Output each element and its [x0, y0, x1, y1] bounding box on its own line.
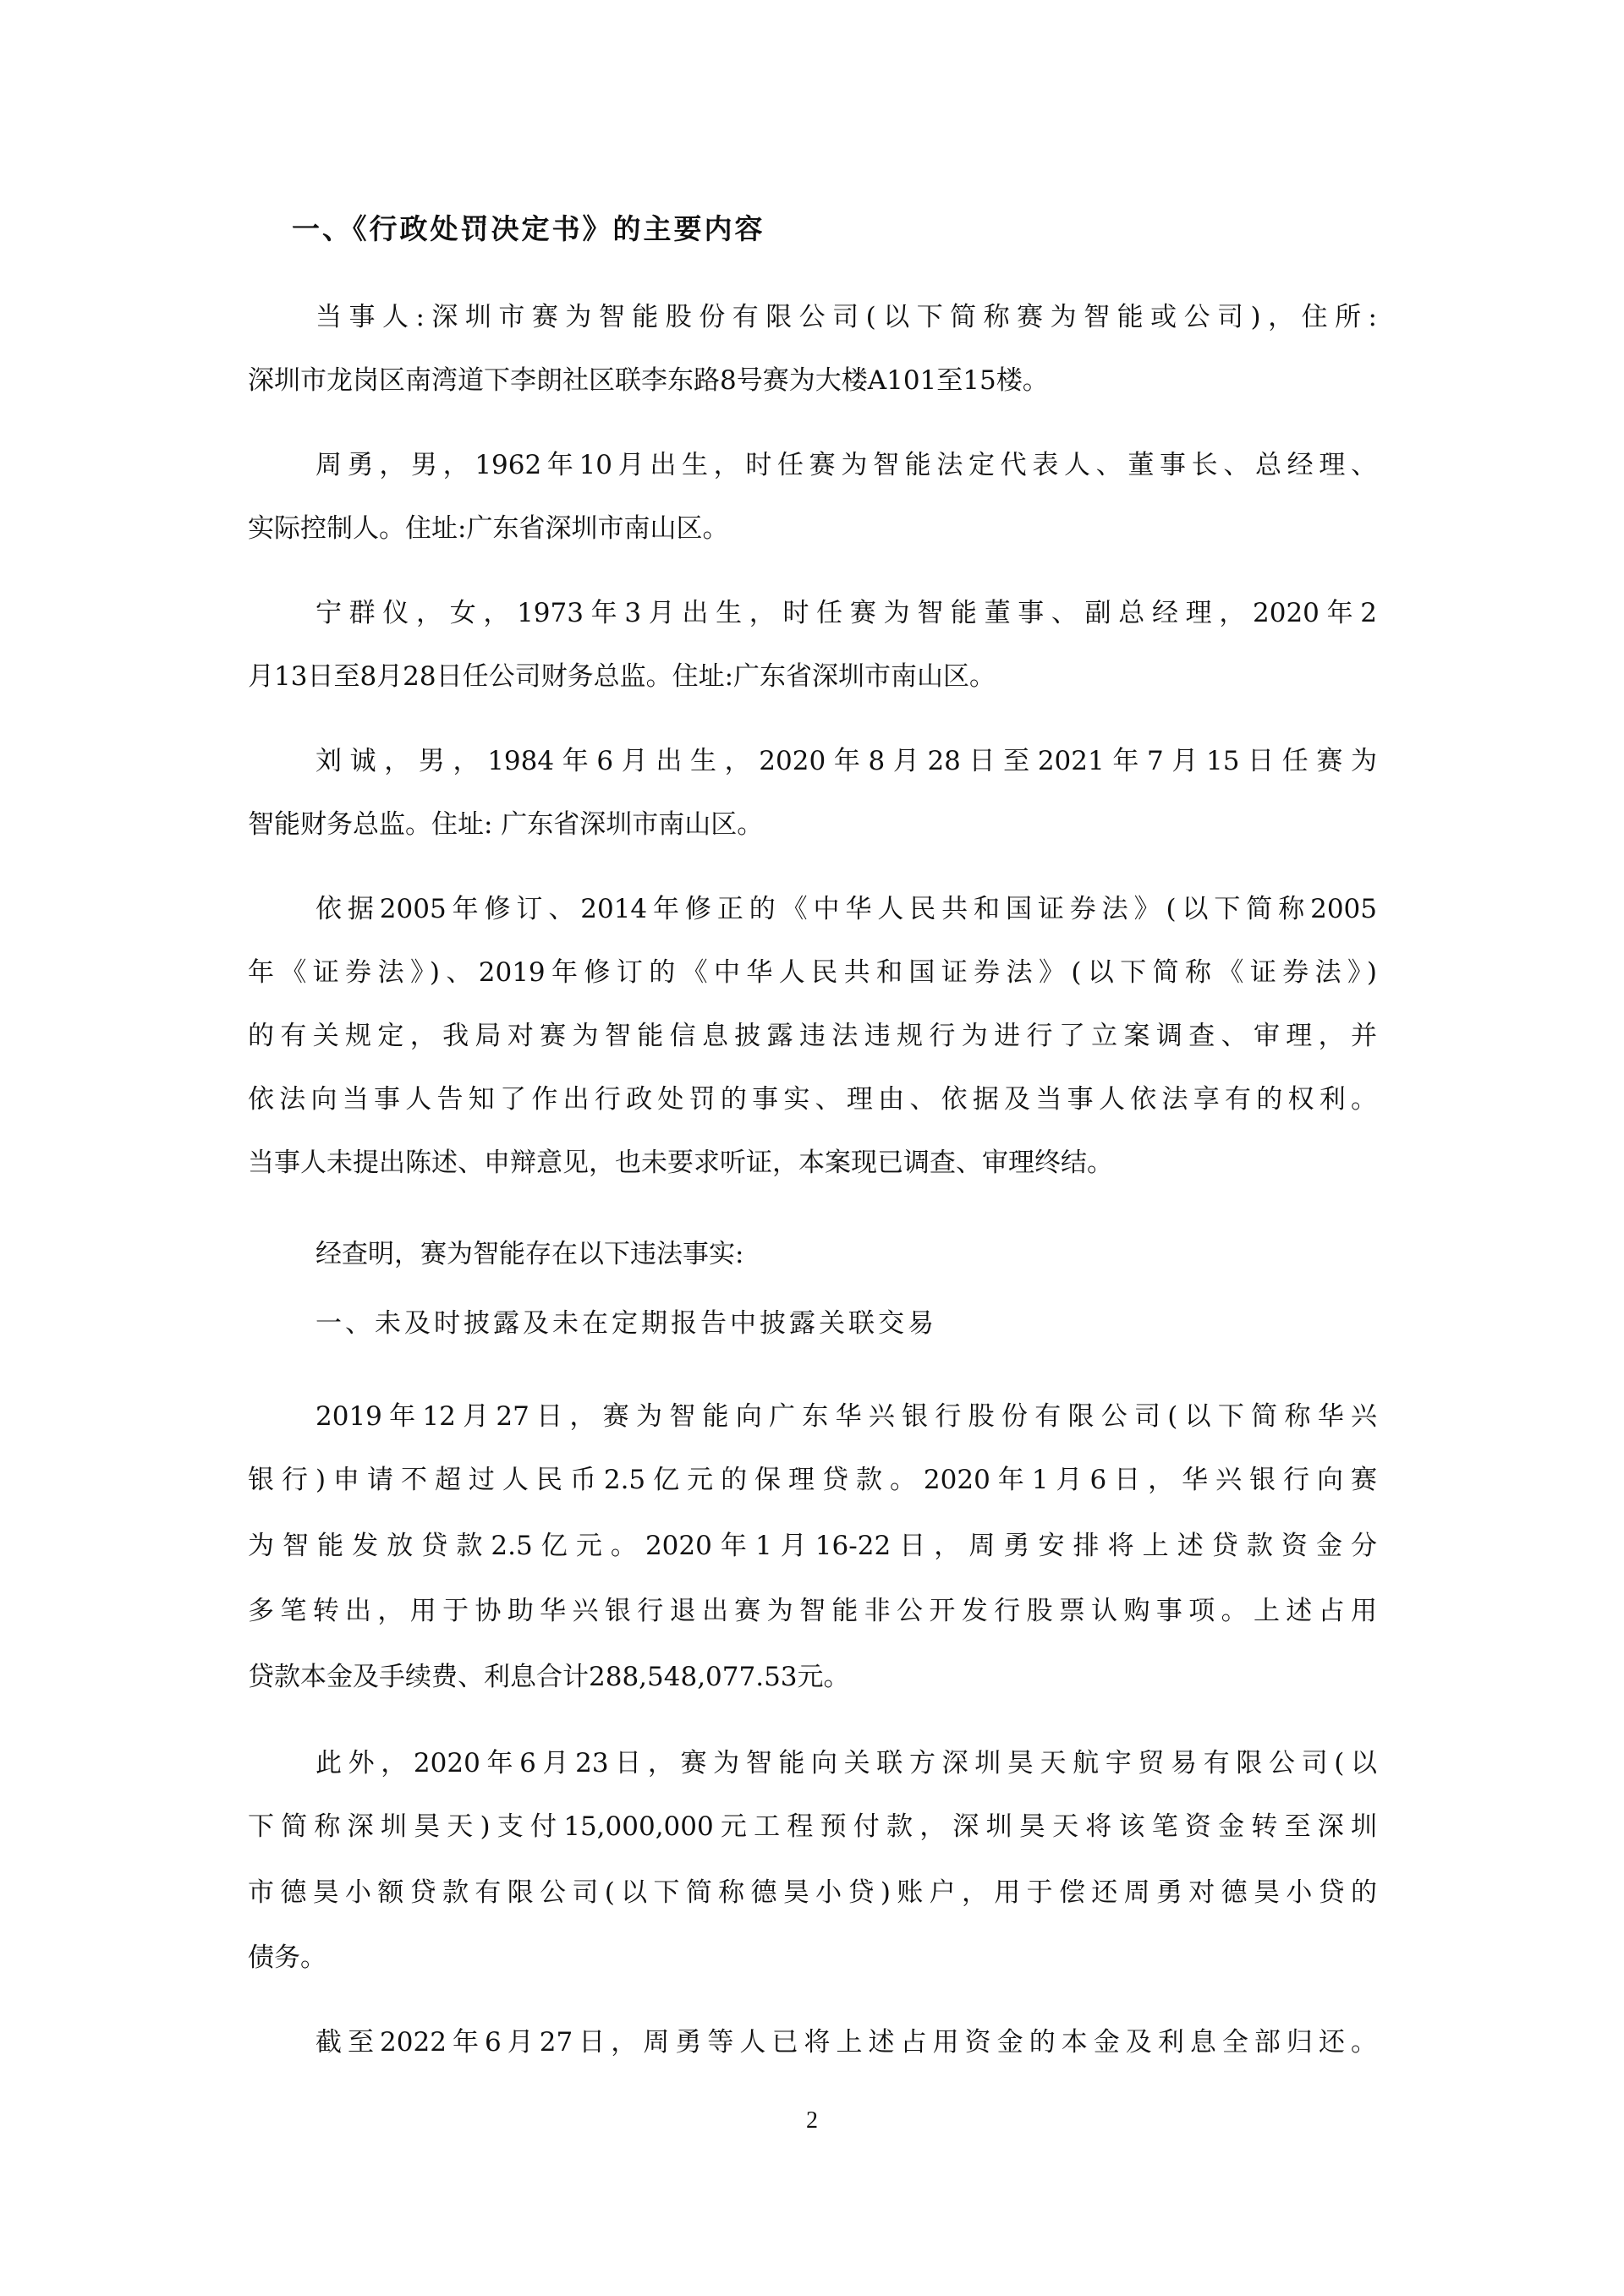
- paragraph-huaxing-loan-line-3: 为智能发放贷款2.5亿元。2020年1月16-22日，周勇安排将上述贷款资金分: [248, 1531, 1377, 1561]
- paragraph-huaxing-loan-line-2: 银行)申请不超过人民币2.5亿元的保理贷款。2020年1月6日，华兴银行向赛: [248, 1465, 1377, 1495]
- paragraph-legal-basis-line-5: 当事人未提出陈述、申辩意见，也未要求听证，本案现已调查、审理终结。: [248, 1148, 1113, 1178]
- paragraph-huaxing-loan-line-4: 多笔转出，用于协助华兴银行退出赛为智能非公开发行股票认购事项。上述占用: [248, 1596, 1377, 1626]
- paragraph-party-company-line-2: 深圳市龙岗区南湾道下李朗社区联李东路8号赛为大楼A101至15楼。: [248, 365, 1049, 396]
- paragraph-party-ning-qunyi-line-2: 月13日至8月28日任公司财务总监。住址:广东省深圳市南山区。: [248, 661, 996, 692]
- paragraph-findings-intro: 经查明，赛为智能存在以下违法事实:: [315, 1239, 744, 1269]
- paragraph-party-liu-cheng-line-2: 智能财务总监。住址: 广东省深圳市南山区。: [248, 809, 764, 840]
- paragraph-legal-basis-line-1: 依据2005年修订、2014年修正的《中华人民共和国证券法》(以下简称2005: [315, 894, 1377, 924]
- page-number: 2: [806, 2107, 818, 2134]
- paragraph-party-company-line-1: 当事人:深圳市赛为智能股份有限公司(以下简称赛为智能或公司)，住所:: [315, 302, 1377, 332]
- paragraph-haotian-payment-line-4: 债务。: [248, 1943, 326, 1973]
- paragraph-legal-basis-line-3: 的有关规定，我局对赛为智能信息披露违法违规行为进行了立案调查、审理，并: [248, 1021, 1377, 1051]
- section-heading: 一、《行政处罚决定书》的主要内容: [292, 212, 765, 245]
- paragraph-legal-basis-line-4: 依法向当事人告知了作出行政处罚的事实、理由、依据及当事人依法享有的权利。: [248, 1084, 1377, 1115]
- paragraph-huaxing-loan-line-1: 2019年12月27日，赛为智能向广东华兴银行股份有限公司(以下简称华兴: [315, 1401, 1377, 1432]
- paragraph-haotian-payment-line-3: 市德昊小额贷款有限公司(以下简称德昊小贷)账户，用于偿还周勇对德昊小贷的: [248, 1877, 1377, 1908]
- paragraph-legal-basis-line-2: 年《证券法》)、2019年修订的《中华人民共和国证券法》(以下简称《证券法》): [248, 957, 1377, 988]
- paragraph-huaxing-loan-line-5: 贷款本金及手续费、利息合计288,548,077.53元。: [248, 1662, 850, 1692]
- paragraph-party-zhou-yong-line-1: 周勇，男，1962年10月出生，时任赛为智能法定代表人、董事长、总经理、: [315, 450, 1377, 480]
- paragraph-party-ning-qunyi-line-1: 宁群仪，女，1973年3月出生，时任赛为智能董事、副总经理，2020年2: [315, 598, 1377, 628]
- paragraph-party-liu-cheng-line-1: 刘诚，男，1984年6月出生，2020年8月28日至2021年7月15日任赛为: [315, 746, 1377, 776]
- paragraph-haotian-payment-line-2: 下简称深圳昊天)支付15,000,000元工程预付款，深圳昊天将该笔资金转至深圳: [248, 1811, 1377, 1842]
- paragraph-haotian-payment-line-1: 此外，2020年6月23日，赛为智能向关联方深圳昊天航宇贸易有限公司(以: [315, 1748, 1377, 1778]
- paragraph-party-zhou-yong-line-2: 实际控制人。住址:广东省深圳市南山区。: [248, 513, 729, 544]
- paragraph-repayment-status: 截至2022年6月27日，周勇等人已将上述占用资金的本金及利息全部归还。: [315, 2027, 1377, 2058]
- section-1-title: 一、未及时披露及未在定期报告中披露关联交易: [315, 1308, 937, 1339]
